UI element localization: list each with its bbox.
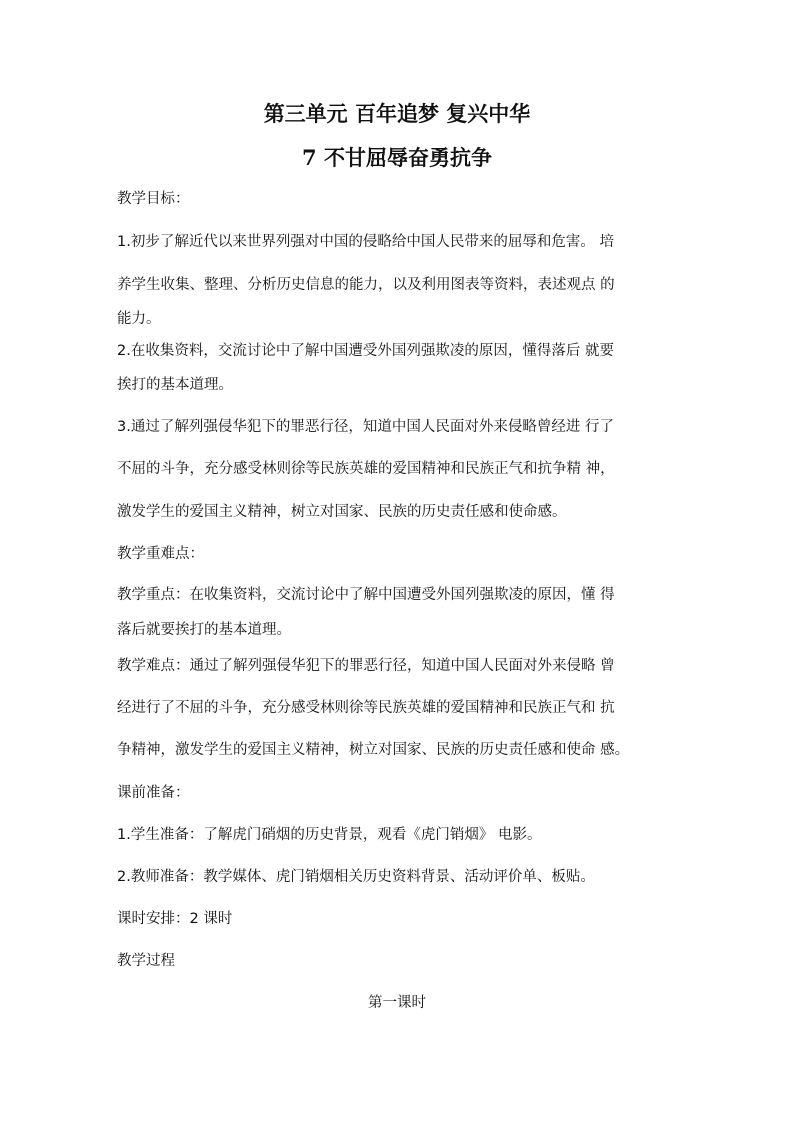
process-heading: 教学过程 (117, 953, 175, 969)
goal-2-line-1: 2.在收集资料，交流讨论中了解中国遭受外国列强欺凌的原因，懂得落后 就要 (117, 343, 614, 359)
lesson-title: 7 不甘屈辱奋勇抗争 (302, 145, 492, 170)
goal-3-line-1: 3.通过了解列强侵华犯下的罪恶行径，知道中国人民面对外来侵略曾经进 行了 (117, 419, 614, 435)
unit-title: 第三单元 百年追梦 复兴中华 (263, 101, 531, 126)
student-preparation: 1.学生准备：了解虎门硝烟的历史背景，观看《虎门销烟》 电影。 (117, 827, 542, 843)
goals-heading: 教学目标： (117, 191, 190, 207)
goal-1-line-2: 养学生收集、整理、分析历史信息的能力，以及利用图表等资料，表述观点 的 (117, 277, 615, 293)
goal-1-line-1: 1.初步了解近代以来世界列强对中国的侵略给中国人民带来的屈辱和危害。 培 (117, 234, 614, 250)
first-lesson-heading: 第一课时 (368, 995, 426, 1011)
difficulty-line-2: 经进行了不屈的斗争，充分感受林则徐等民族英雄的爱国精神和民族正气和 抗 (117, 700, 615, 716)
difficulty-line-1: 教学难点：通过了解列强侵华犯下的罪恶行径，知道中国人民面对外来侵略 曾 (117, 658, 615, 674)
teacher-preparation: 2.教师准备：教学媒体、虎门销烟相关历史资料背景、活动评价单、板贴。 (117, 869, 595, 885)
goal-3-line-3: 激发学生的爱国主义精神，树立对国家、民族的历史责任感和使命感。 (117, 504, 567, 520)
goal-2-line-2: 挨打的基本道理。 (117, 377, 233, 393)
schedule: 课时安排：2 课时 (117, 911, 233, 927)
preparation-heading: 课前准备： (117, 785, 190, 801)
key-point-line-2: 落后就要挨打的基本道理。 (117, 622, 291, 638)
difficulty-line-3: 争精神，激发学生的爱国主义精神，树立对国家、民族的历史责任感和使命 感。 (117, 742, 630, 758)
key-points-heading: 教学重难点： (117, 546, 204, 562)
goal-3-line-2: 不屈的斗争，充分感受林则徐等民族英雄的爱国精神和民族正气和抗争精 神， (117, 461, 615, 477)
key-point-line-1: 教学重点：在收集资料，交流讨论中了解中国遭受外国列强欺凌的原因，懂 得 (117, 587, 615, 603)
goal-1-line-3: 能力。 (117, 311, 161, 327)
